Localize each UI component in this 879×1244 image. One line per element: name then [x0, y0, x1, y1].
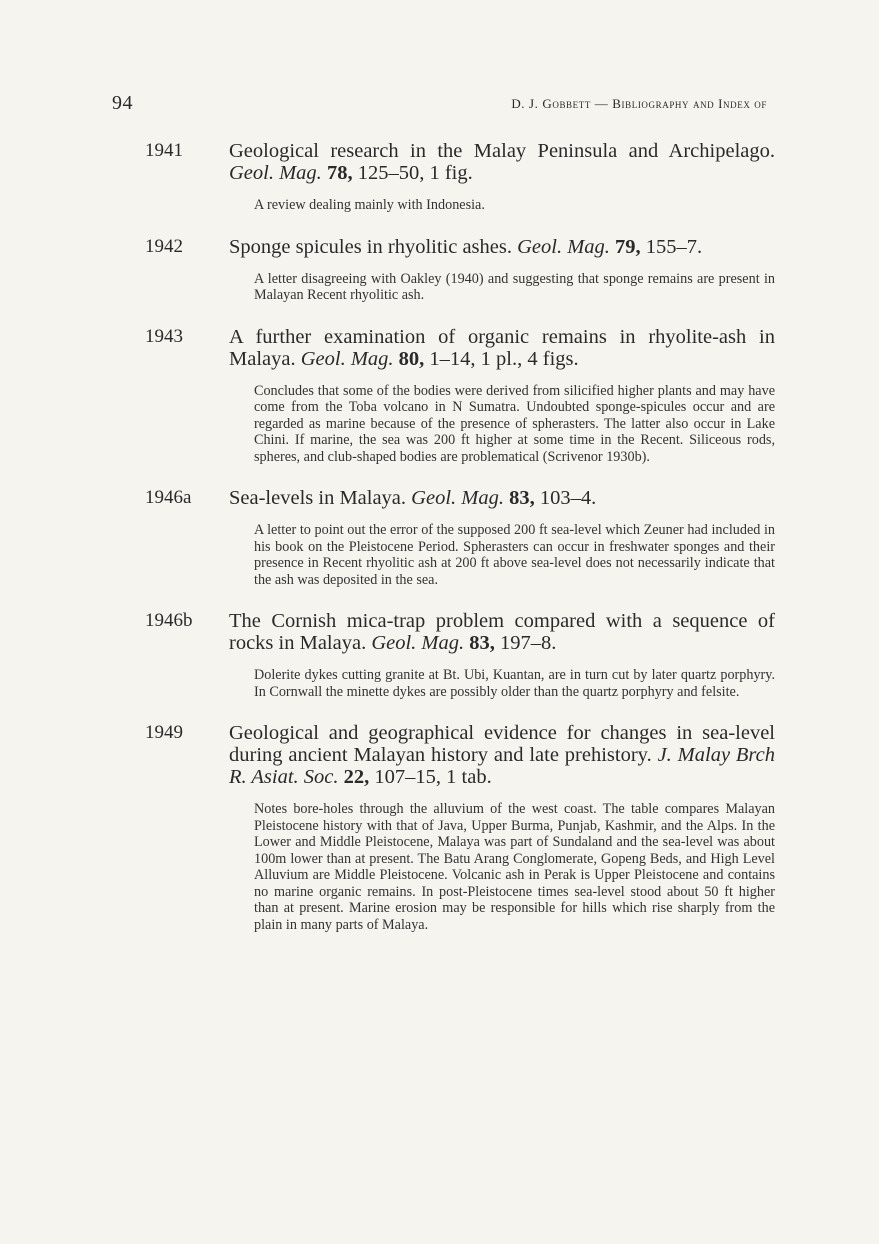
entry-citation: [229, 610, 775, 654]
entry-year: 1943: [145, 325, 183, 347]
entry-volume: 83,: [469, 632, 495, 654]
entry-journal: Geol. Mag.: [411, 487, 504, 509]
entry-abstract: A review dealing mainly with Indonesia.: [254, 197, 485, 213]
entry-year: 1941: [145, 140, 183, 161]
entry-citation: [229, 140, 775, 184]
entry-pages: 107–15, 1 tab.: [374, 766, 492, 788]
bibliography-entry: [145, 326, 775, 466]
entry-citation: [229, 722, 775, 788]
entry-volume: 83,: [509, 487, 535, 509]
entry-journal: Geol. Mag.: [517, 235, 610, 258]
entry-volume: 22,: [343, 766, 370, 788]
entry-title: The Cornish mica-trap problem compared with a sequence of rocks in Malaya.: [229, 610, 775, 654]
entry-year: 1946a: [145, 487, 192, 508]
entry-volume: 80,: [398, 347, 425, 370]
entry-abstract: Notes bore-holes through the alluvium of the west coast. The table compares Malayan Pleistocene history with that of Java, Upper Burma, Punjab, Kashmir, and the Alps. In the Lower and Middle Pleistocene, Malaya was part of Sundaland and the sea-level was about 100m lower than at present. The Batu Arang Conglomerate, Gopeng Beds, and High Level Alluvium are Middle Pleistocene. Volcanic ash in Perak is Upper Pleistocene and contains no marine organic remains. In post-Pleistocene times sea-level stood about 50 ft higher than at present. Marine erosion may be responsible for hills which rise sharply from the plain in many parts of Malaya.: [254, 801, 775, 933]
bibliography-entry: [145, 610, 775, 700]
entry-journal: J. Malay Brch R. Asiat. Soc.: [229, 744, 776, 788]
entry-journal: Geol. Mag.: [371, 632, 465, 654]
entry-title: Geological and geographical evidence for changes in sea-level during ancient Malayan history and late prehistory.: [229, 722, 775, 766]
entry-abstract: A letter to point out the error of the supposed 200 ft sea-level which Zeuner had included in his book on the Pleistocene Period. Spherasters can occur in freshwater sponges and their presence in Recent rhyolitic ash at 200 ft above sea-level does not necessarily indicate that the ash was deposited in the sea.: [254, 522, 775, 588]
entry-pages: 103–4.: [539, 487, 597, 509]
entry-pages: 197–8.: [500, 632, 557, 654]
entry-volume: 79,: [615, 235, 641, 258]
bibliography-entry: [145, 487, 775, 588]
entry-title: Sponge spicules in rhyolitic ashes.: [229, 235, 512, 258]
entry-year: 1942: [145, 235, 183, 257]
entry-year: 1946b: [145, 610, 193, 631]
entry-title: Geological research in the Malay Peninsula and Archipelago.: [229, 140, 775, 162]
entry-abstract: A letter disagreeing with Oakley (1940) and suggesting that sponge remains are present in Malayan Recent rhyolitic ash.: [254, 270, 775, 303]
entry-journal: Geol. Mag.: [300, 347, 394, 370]
entry-volume: 78,: [326, 162, 353, 184]
entry-title: A further examination of organic remains in rhyolite-ash in Malaya.: [229, 325, 775, 370]
page-number: 94: [112, 92, 133, 114]
entry-pages: 125–50, 1 fig.: [357, 162, 473, 184]
entry-abstract: Concludes that some of the bodies were derived from silicified higher plants and may have come from the Toba volcano in N Sumatra. Undoubted sponge-spicules occur and are regarded as marine because of the presence of spherasters. The latter also occur in Lake Chini. If marine, the sea was 200 ft higher at some time in the Recent. Siliceous rods, spheres, and club-shaped bodies are problematical (Scrivenor 1930b).: [254, 382, 775, 465]
entry-title: Sea-levels in Malaya.: [229, 487, 407, 509]
entry-pages: 1–14, 1 pl., 4 figs.: [429, 347, 579, 370]
entry-citation: [229, 236, 775, 258]
entry-pages: 155–7.: [645, 235, 703, 258]
bibliography-entry: [145, 140, 775, 214]
bibliography-list: [145, 140, 775, 955]
entry-abstract: Dolerite dykes cutting granite at Bt. Ubi, Kuantan, are in turn cut by later quartz porphyry. In Cornwall the minette dykes are possibly older than the quartz porphyry and felsite.: [254, 667, 775, 700]
entry-journal: Geol. Mag.: [229, 162, 322, 184]
bibliography-entry: [145, 236, 775, 304]
entry-citation: [229, 326, 775, 370]
entry-year: 1949: [145, 722, 183, 743]
bibliography-entry: [145, 722, 775, 933]
running-title: D. J. Gobbett — Bibliography and Index of: [511, 96, 767, 111]
entry-citation: [229, 487, 775, 509]
